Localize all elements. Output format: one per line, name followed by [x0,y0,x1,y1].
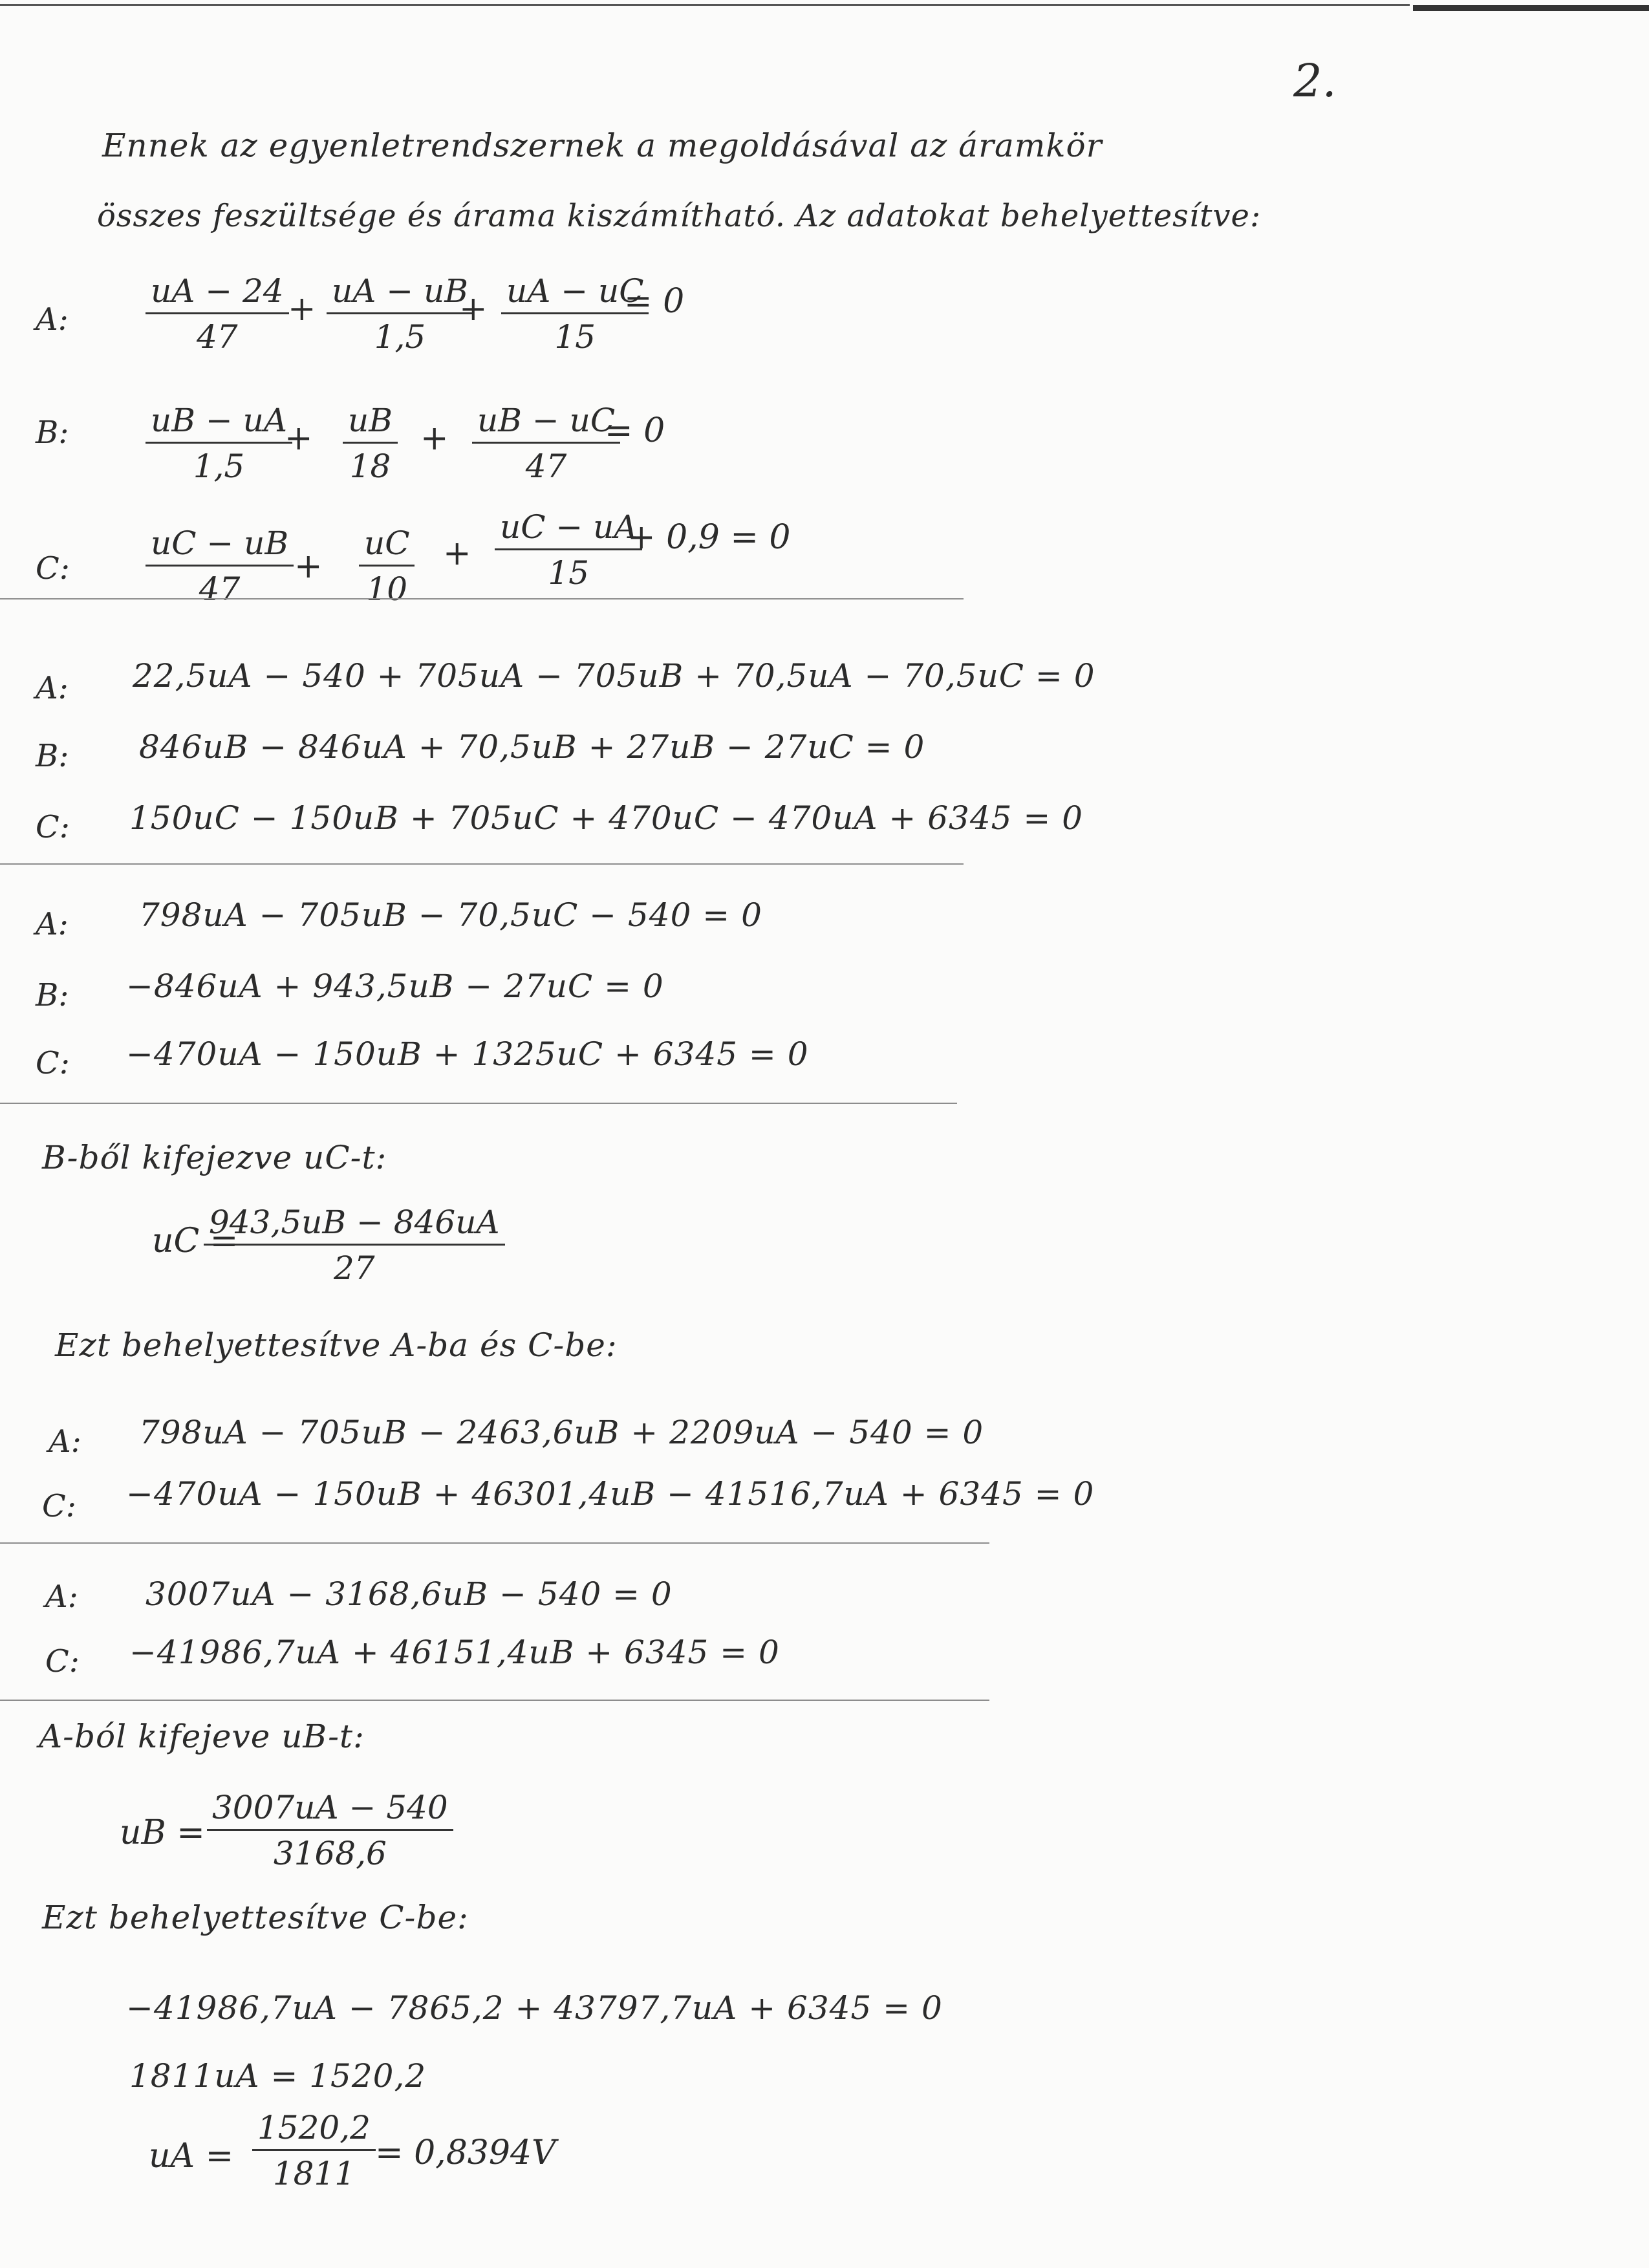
eq1-a-term1-den: 47 [197,318,238,356]
eq2-c: 150uC − 150uB + 705uC + 470uC − 470uA + 6345 = 0 [129,799,1083,837]
eq1-c-term3-den: 15 [548,554,590,592]
step-uc-lhs: uC = [152,1222,239,1260]
eq3-label-c: C: [36,1045,70,1081]
eq1-a-term1 [146,272,289,356]
step-ub-fraction [207,1791,453,1870]
eq1-b-term1 [146,402,292,485]
eq3-label-a: A: [36,906,69,942]
eq1-b-term3-den: 47 [525,448,567,485]
eq1-a-op1: + [288,290,316,329]
eq1-c-term2 [359,524,415,608]
eq1-label-a: A: [36,301,69,338]
eq1-a-op2: + [459,290,488,329]
eq4-c: −470uA − 150uB + 46301,4uB − 41516,7uA + 6345 = 0 [126,1475,1095,1513]
eq2-label-b: B: [36,738,69,774]
eq1-c-term2-num: uC [364,524,410,562]
eq1-b-term3-num: uB − uC [477,402,616,439]
eq3-a: 798uA − 705uB − 70,5uC − 540 = 0 [139,896,762,934]
eq2-label-a: A: [36,670,69,706]
eq5-label-c: C: [45,1643,80,1679]
eq1-c-term2-den: 10 [366,570,408,608]
eq1-a-term2 [327,272,473,356]
step-ub-num: 3007uA − 540 [212,1789,448,1826]
eq1-a-term2-num: uA − uB [332,272,468,310]
subst1-heading: Ezt behelyettesítve A-ba és C-be: [55,1326,618,1364]
eq1-a-term3-num: uA − uC [506,272,644,310]
eq1-b-term2-den: 18 [349,448,391,485]
step-uc-heading: B-ből kifejezve uC-t: [42,1139,387,1176]
eq5-label-a: A: [45,1579,78,1615]
eq2-label-c: C: [36,809,70,845]
eq1-c-op1: + [294,547,323,586]
eq1-a-tail: = 0 [624,282,685,321]
step-uc-fraction [204,1204,505,1287]
page-number: 2. [1293,54,1337,107]
page-top-edge [0,4,1410,6]
final-num: 1520,2 [257,2109,371,2146]
eq4-label-c: C: [42,1488,76,1524]
step-ub-den: 3168,6 [273,1835,387,1872]
eq1-b-term1-den: 1,5 [193,448,245,485]
step-ub-lhs: uB = [120,1813,205,1852]
step-uc-den: 27 [333,1249,375,1287]
eq5-a: 3007uA − 3168,6uB − 540 = 0 [146,1575,673,1613]
eq3-c: −470uA − 150uB + 1325uC + 6345 = 0 [126,1035,809,1073]
eq4-label-a: A: [48,1423,81,1460]
eq1-label-b: B: [36,415,69,451]
final-line-1: −41986,7uA − 7865,2 + 43797,7uA + 6345 = 0 [126,1989,943,2027]
eq2-a: 22,5uA − 540 + 705uA − 705uB + 70,5uA − 70,5uC = 0 [133,657,1095,695]
eq1-c-term3-num: uC − uA [500,508,638,546]
eq1-b-op2: + [420,419,449,458]
final-fraction [252,2111,376,2190]
eq1-b-term1-num: uB − uA [151,402,287,439]
eq3-label-b: B: [36,977,69,1013]
eq1-b-term2 [343,402,398,485]
eq1-label-c: C: [36,550,70,587]
eq2-b: 846uB − 846uA + 70,5uB + 27uB − 27uC = 0 [139,728,925,766]
scan-edge-bar [1413,5,1649,11]
eq1-b-op1: + [285,419,313,458]
divider [0,863,964,865]
eq1-c-term1-den: 47 [199,570,241,608]
eq3-b: −846uA + 943,5uB − 27uC = 0 [126,967,664,1005]
intro-line-2: összes feszültsége és árama kiszámítható. Az adatokat behelyettesítve: [97,198,1262,234]
eq1-a-term1-num: uA − 24 [151,272,284,310]
eq1-b-tail: = 0 [605,411,665,450]
final-lhs: uA = [149,2137,234,2176]
eq1-b-term2-num: uB [348,402,393,439]
eq1-b-term3 [472,402,620,485]
eq1-c-term1 [146,524,294,608]
intro-line-1: Ennek az egyenletrendszernek a megoldásával az áramkör [102,127,1103,164]
divider [0,1103,957,1104]
final-den: 1811 [272,2155,356,2192]
final-result: = 0,8394V [375,2133,556,2172]
subst2-heading: Ezt behelyettesítve C-be: [42,1899,469,1936]
divider [0,598,964,599]
step-uc-num: 943,5uB − 846uA [209,1204,500,1241]
divider [0,1700,989,1701]
eq1-c-term3 [495,508,642,592]
eq1-c-term1-num: uC − uB [151,524,289,562]
eq1-c-op2: + [443,534,471,573]
eq5-c: −41986,7uA + 46151,4uB + 6345 = 0 [129,1634,780,1671]
final-line-2: 1811uA = 1520,2 [129,2057,427,2095]
eq4-a: 798uA − 705uB − 2463,6uB + 2209uA − 540 = 0 [139,1414,984,1451]
divider [0,1542,989,1544]
eq1-c-tail: + 0,9 = 0 [627,518,791,557]
step-ub-heading: A-ból kifejeve uB-t: [39,1718,365,1755]
eq1-a-term2-den: 1,5 [374,318,426,356]
eq1-a-term3-den: 15 [554,318,596,356]
